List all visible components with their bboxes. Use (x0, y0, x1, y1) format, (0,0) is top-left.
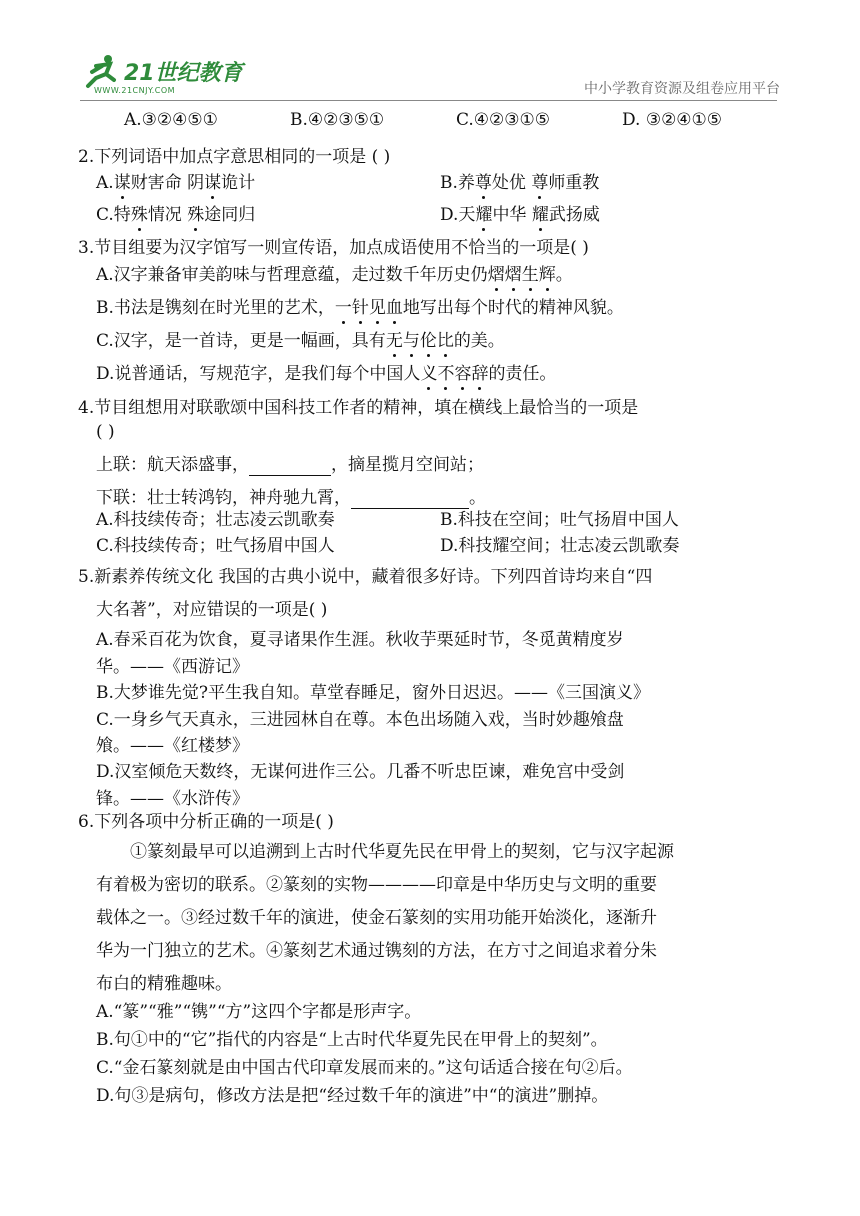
q5-option-d-line1: D.汉室倾危天数终，无谋何进作三公。几番不听忠臣谏，难免宫中受剑 (96, 762, 625, 782)
q4-upper-couplet: 上联：航天添盛事， ，摘星揽月空间站； (96, 455, 484, 475)
q2-option-d: D.天耀中华 耀武扬威 (440, 205, 600, 225)
q4-option-b: B.科技在空间；吐气扬眉中国人 (440, 510, 679, 530)
q6-option-d: D.句③是病句，修改方法是把“经过数千年的演进”中“的演进”删掉。 (96, 1086, 609, 1106)
answer-blank (351, 490, 469, 509)
logo-url: WWW.21CNJY.COM (94, 86, 176, 95)
q4-option-c: C.科技续传奇；吐气扬眉中国人 (96, 536, 335, 556)
q5-option-c-line2: 飧。——《红楼梦》 (96, 736, 249, 756)
logo-text: 21世纪教育 (124, 61, 243, 86)
q1-option-a: A.③②④⑤① (124, 110, 218, 130)
site-logo (80, 52, 340, 100)
q5-stem-line1: 5.新素养传统文化 我国的古典小说中，藏着很多好诗。下列四首诗均来自“四 (78, 567, 653, 587)
q4-lower-couplet: 下联：壮士转鸿钧，神舟驰九霄， 。 (96, 488, 486, 508)
q3-option-c: C.汉字，是一首诗，更是一幅画，具有无与伦比的美。 (96, 331, 505, 351)
q2-option-c: C.特殊情况 殊途同归 (96, 205, 256, 225)
answer-blank (249, 457, 331, 476)
q3-stem: 3.节目组要为汉字馆写一则宣传语，加点成语使用不恰当的一项是( ) (78, 238, 589, 258)
q1-option-c: C.④②③①⑤ (456, 110, 551, 130)
q2-option-b: B.养尊处优 尊师重教 (440, 173, 600, 193)
q6-passage-line3: 载体之一。③经过数千年的演进，使金石篆刻的实用功能开始淡化，逐渐升 (96, 908, 657, 928)
q6-passage-line5: 布白的精雅趣味。 (96, 974, 232, 994)
page-header (80, 52, 780, 104)
q5-option-c-line1: C.一身乡气天真永，三进园林自在尊。本色出场随入戏，当时妙趣飧盘 (96, 710, 624, 730)
q6-option-c: C.“金石篆刻就是由中国古代印章发展而来的。”这句话适合接在句②后。 (96, 1058, 633, 1078)
q4-option-a: A.科技续传奇；壮志凌云凯歌奏 (96, 510, 335, 530)
q4-stem: 4.节目组想用对联歌颂中国科技工作者的精神，填在横线上最恰当的一项是 (78, 398, 639, 418)
q1-option-d: D. ③②④①⑤ (622, 110, 723, 130)
q5-stem-line2: 大名著”，对应错误的一项是( ) (96, 600, 328, 620)
q4-paren: ( ) (96, 422, 115, 442)
q2-stem: 2.下列词语中加点字意思相同的一项是 ( ) (78, 147, 391, 167)
q1-option-b: B.④②③⑤① (290, 110, 385, 130)
q6-passage-line2: 有着极为密切的联系。②篆刻的实物————印章是中华历史与文明的重要 (96, 875, 657, 895)
q5-option-b: B.大梦谁先觉?平生我自知。草堂春睡足，窗外日迟迟。——《三国演义》 (96, 683, 651, 703)
runner-icon (82, 54, 122, 90)
q4-option-d: D.科技耀空间；壮志凌云凯歌奏 (440, 536, 680, 556)
q5-option-a-line1: A.春采百花为饮食，夏寻诸果作生涯。秋收芋栗延时节，冬觅黄精度岁 (96, 630, 624, 650)
q3-option-b: B.书法是镌刻在时光里的艺术，一针见血地写出每个时代的精神风貌。 (96, 298, 624, 318)
q6-option-a: A.“篆”“雅”“镌”“方”这四个字都是形声字。 (96, 1002, 422, 1022)
header-divider (80, 100, 777, 101)
q5-option-d-line2: 锋。——《水浒传》 (96, 789, 249, 809)
q6-passage-line1: ①篆刻最早可以追溯到上古时代华夏先民在甲骨上的契刻，它与汉字起源 (130, 842, 674, 862)
q6-passage-line4: 华为一门独立的艺术。④篆刻艺术通过镌刻的方法，在方寸之间追求着分朱 (96, 941, 657, 961)
q5-option-a-line2: 华。——《西游记》 (96, 657, 249, 677)
q6-option-b: B.句①中的“它”指代的内容是“上古时代华夏先民在甲骨上的契刻”。 (96, 1030, 608, 1050)
q6-stem: 6.下列各项中分析正确的一项是( ) (78, 812, 334, 832)
platform-name: 中小学教育资源及组卷应用平台 (584, 81, 780, 97)
q3-option-d: D.说普通话，写规范字，是我们每个中国人义不容辞的责任。 (96, 364, 557, 384)
q2-option-a: A.谋财害命 阴谋诡计 (96, 173, 256, 193)
q3-option-a: A.汉字兼备审美韵味与哲理意蕴，走过数千年历史仍熠熠生辉。 (96, 265, 573, 285)
